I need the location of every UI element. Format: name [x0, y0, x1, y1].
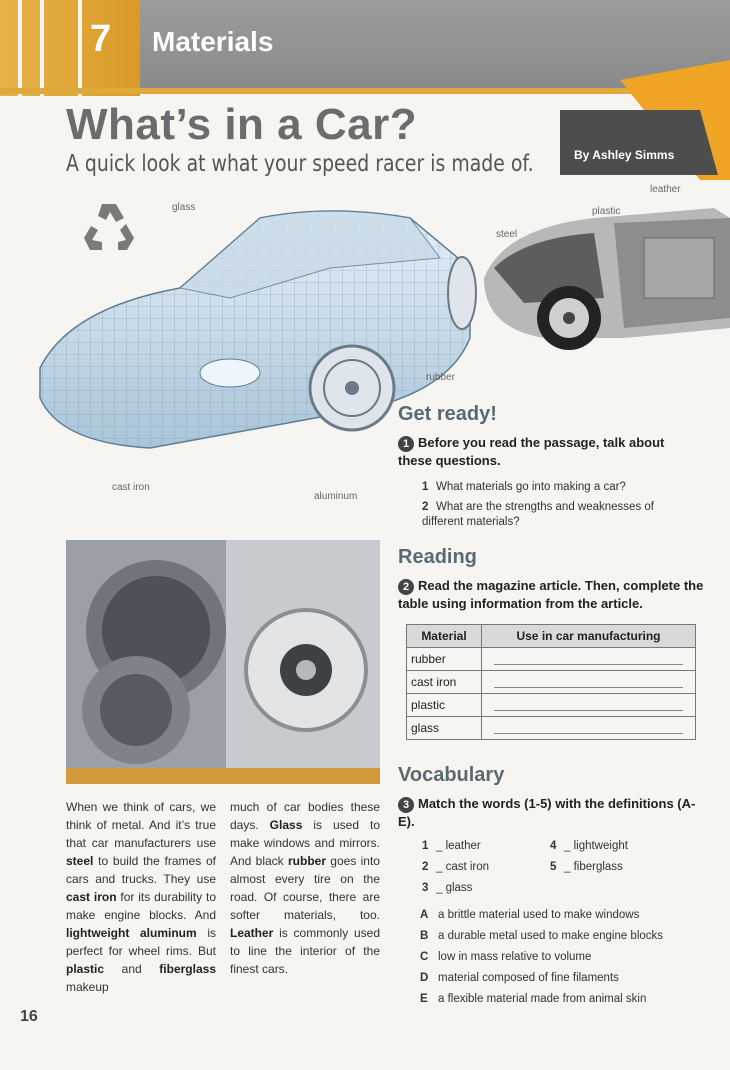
article-body-col1: When we think of cars, we think of metal. And it’s true that car manufacturers use steel to build the frames of cars and trucks. They use cast iron for its durability to make engine blocks. And lightweight aluminum is perfect for wheel rims. But plastic and fiberglass makeup [66, 800, 217, 994]
vocab-word: 3 _ glass [422, 882, 473, 894]
vocabulary-heading: Vocabulary [398, 764, 505, 786]
byline-banner [560, 60, 730, 180]
label-rubber: rubber [426, 372, 455, 383]
get-ready-heading: Get ready! [398, 403, 497, 425]
table-row: plastic [407, 694, 696, 717]
label-glass: glass [172, 202, 196, 213]
article-subtitle: A quick look at what your speed racer is made of. [66, 151, 534, 177]
definition-item: D material composed of fine filaments [420, 972, 619, 984]
label-leather: leather [650, 184, 681, 195]
table-row: rubber [407, 648, 696, 671]
question-2: 2 What are the strengths and weaknesses of different materials? [422, 501, 654, 528]
vocab-word: 4 _ lightweight [550, 840, 628, 852]
get-ready-instruction: 1 Before you read the passage, talk about these questions. [398, 435, 665, 468]
answer-field[interactable] [482, 694, 696, 717]
definitions-list [420, 905, 720, 1010]
page-number: 16 [20, 1008, 38, 1025]
unit-number: 7 [90, 18, 112, 60]
vocab-word: 2 _ cast iron [422, 861, 490, 873]
table-row: cast iron [407, 671, 696, 694]
label-cast-iron: cast iron [112, 482, 150, 493]
article-title: What’s in a Car? [66, 100, 418, 149]
vocab-word: 5 _ fiberglass [550, 861, 623, 873]
answer-field[interactable] [482, 648, 696, 671]
vocab-word: 1 _ leather [422, 840, 481, 852]
byline: By Ashley Simms [574, 148, 675, 162]
definition-item: E a flexible material made from animal skin [420, 993, 647, 1005]
question-1: 1 What materials go into making a car? [422, 481, 626, 493]
unit-title: Materials [152, 26, 274, 57]
label-aluminum: aluminum [314, 491, 358, 502]
definition-item: B a durable metal used to make engine blocks [420, 930, 664, 942]
vocabulary-instruction: 3 Match the words (1-5) with the definitions (A-E). [398, 796, 696, 829]
label-steel: steel [496, 229, 518, 240]
table-header: Use in car manufacturing [482, 625, 696, 648]
answer-field[interactable] [482, 717, 696, 740]
answer-field[interactable] [482, 671, 696, 694]
material-table [406, 624, 696, 740]
table-row: glass [407, 717, 696, 740]
reading-heading: Reading [398, 546, 477, 568]
table-header: Material [407, 625, 482, 648]
car-cutaway-image [484, 208, 730, 363]
article-body-col2: much of car bodies these days. Glass is used to make windows and mirrors. And black rubber goes into almost every tire on the road. Of course, there are softer materials, too. Leather is commonly used to line the interior of the finest cars. [230, 800, 381, 976]
gearbox-image [66, 540, 380, 789]
reading-instruction: 2 Read the magazine article. Then, complete the table using information from the article. [398, 578, 704, 611]
definition-item: A a brittle material used to make windows [420, 909, 640, 921]
definition-item: C low in mass relative to volume [420, 951, 592, 963]
label-plastic: plastic [592, 206, 621, 217]
